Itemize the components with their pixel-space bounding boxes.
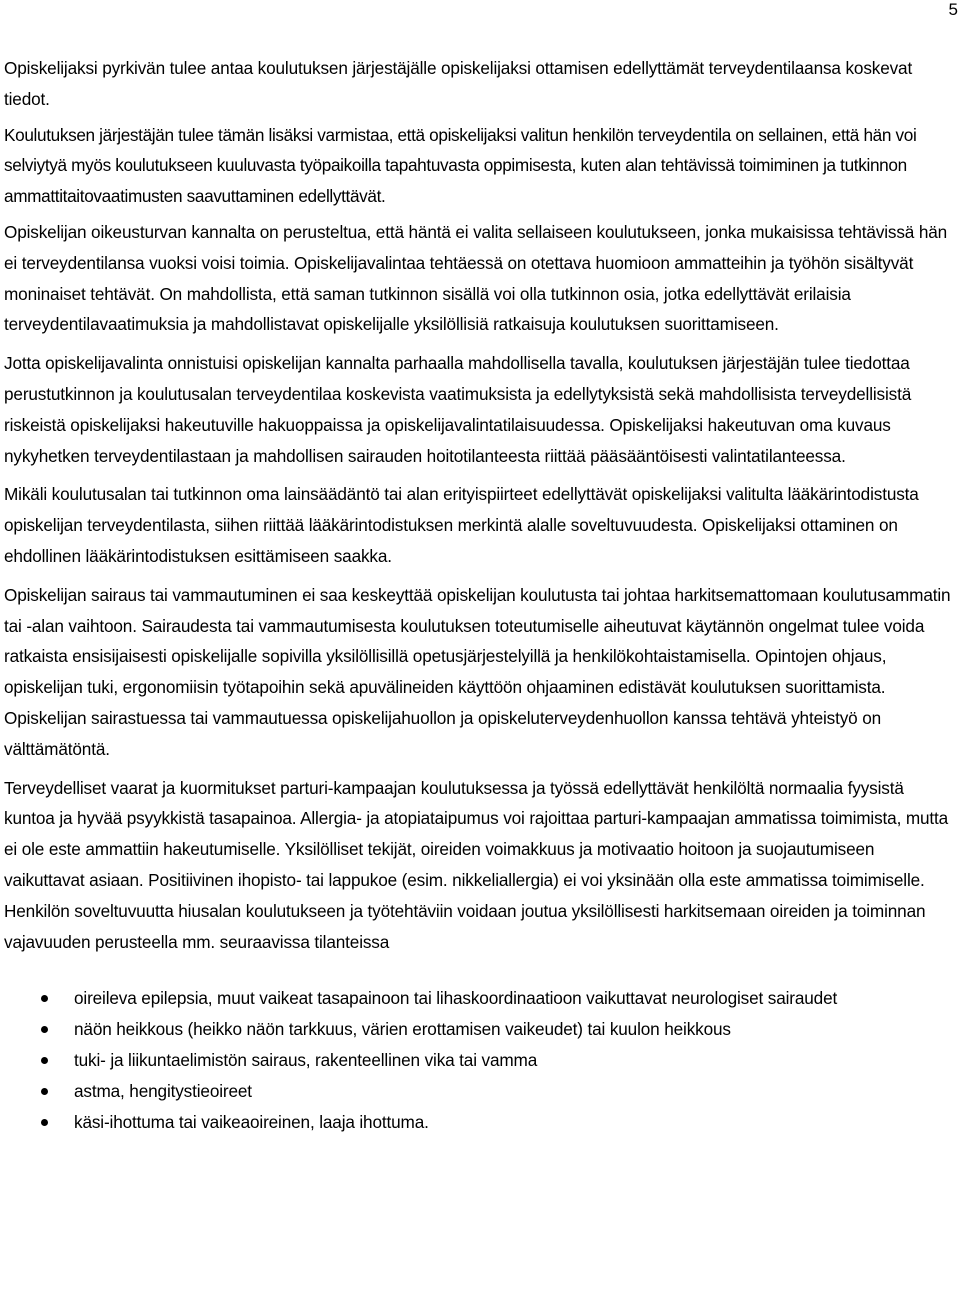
paragraph-3: Opiskelijan oikeusturvan kannalta on perusteltua, että häntä ei valita sellaiseen koulutukseen, jonka mukaisissa tehtävissä hän ei terveydentilansa vuoksi voisi toimia. Opiskelijavalintaa tehtäessä on otettava huomioon ammatteihin ja työhön sisältyvät moninaiset tehtävät. On mahdollista, että saman tutkinnon sisällä voi olla tutkinnon osia, jotka edellyttävät erilaisia terveydentilavaatimuksia ja mahdollistavat opiskelijalle yksilöllisiä ratkaisuja koulutuksen suorittamiseen. (4, 221, 948, 335)
bullet-icon (41, 1026, 48, 1033)
paragraph-1: Opiskelijaksi pyrkivän tulee antaa koulutuksen järjestäjälle opiskelijaksi ottamisen edellyttämät terveydentilaansa koskevat tiedot. (4, 58, 913, 109)
list-item-text: astma, hengitystieoireet (74, 1080, 252, 1101)
paragraph-5: Mikäli koulutusalan tai tutkinnon oma lainsäädäntö tai alan erityispiirteet edellyttävät opiskelijaksi valitulta lääkärintodistusta opiskelijan terveydentilasta, siihen riittää lääkärintodistuksen merkintä alalle soveltuvuudesta. Opiskelijaksi ottaminen on ehdollinen lääkärintodistuksen esittämiseen saakka. (4, 484, 919, 566)
bullet-icon (41, 1088, 48, 1095)
paragraph-4: Jotta opiskelijavalinta onnistuisi opiskelijan kannalta parhaalla mahdollisella tavalla, koulutuksen järjestäjän tulee tiedottaa perustutkinnon ja koulutusalan terveydentilaa koskevista vaatimuksista ja edellytyksistä sekä mahdollisista terveydellisistä riskeistä opiskelijaksi hakeutuville hakuoppaissa ja opiskelijavalintatilaisuudessa. Opiskelijaksi hakeutuvan oma kuvaus nykyhetken terveydentilastaan ja mahdollisen sairauden hoitotilanteesta riittää pääsääntöisesti valintatilanteessa. (4, 353, 912, 466)
page-number: 5 (948, 0, 958, 19)
list-item (4, 1107, 958, 1138)
list-item-text: käsi-ihottuma tai vaikeaoireinen, laaja ihottuma. (74, 1111, 429, 1132)
paragraph-2: Koulutuksen järjestäjän tulee tämän lisäksi varmistaa, että opiskelijaksi valitun henkilön terveydentila on sellainen, että hän voi selviytyä myös koulutukseen kuuluvasta työpaikoilla tapahtuvasta oppimisesta, kuten alan tehtävissä toimiminen ja tutkinnon ammattitaitovaatimusten saavuttaminen edellyttävät. (4, 124, 917, 207)
list-item (4, 1014, 958, 1045)
list-item-text: oireileva epilepsia, muut vaikeat tasapainoon tai lihaskoordinaatioon vaikuttavat neurologiset sairaudet (74, 988, 838, 1009)
document-body (4, 53, 958, 1137)
list-item (4, 1045, 958, 1076)
bullet-icon (41, 1057, 48, 1064)
list-item-text: näön heikkous (heikko näön tarkkuus, värien erottamisen vaikeudet) tai kuulon heikkous (74, 1019, 731, 1040)
bullet-icon (41, 1119, 48, 1126)
paragraph-6: Opiskelijan sairaus tai vammautuminen ei saa keskeyttää opiskelijan koulutusta tai johtaa harkitsemattomaan koulutusammatin tai -alan vaihtoon. Sairaudesta tai vammautumisesta koulutuksen toteutumiselle aiheutuvat käytännön ongelmat tulee voida ratkaista ensisijaisesti opiskelijalle sopivilla yksilöllisillä opetusjärjestelyillä ja henkilökohtaistamisella. Opintojen ohjaus, opiskelijan tuki, ergonomiisin työtapoihin sekä apuvälineiden käyttöön ohjaaminen edistävät koulutuksen suorittamista. Opiskelijan sairastuessa tai vammautuessa opiskelijahuollon ja opiskeluterveydenhuollon kanssa tehtävä yhteistyö on välttämätöntä. (4, 584, 951, 759)
list-item (4, 1076, 958, 1107)
list-item-text: tuki- ja liikuntaelimistön sairaus, rakenteellinen vika tai vamma (74, 1049, 538, 1070)
list-item (4, 983, 958, 1014)
bullet-icon (41, 995, 48, 1002)
paragraph-7: Terveydelliset vaarat ja kuormitukset parturi-kampaajan koulutuksessa ja työssä edellyttävät henkilöltä normaalia fyysistä kuntoa ja hyvää psyykkistä tasapainoa. Allergia- ja atopiataipumus voi rajoittaa parturi-kampaajan ammatissa toimimista, mutta ei ole este ammattiin hakeutumiselle. Yksilölliset tekijät, oireiden voimakkuus ja motivaatio hoitoon ja suojautumiseen vaikuttavat asiaan. Positiivinen ihopisto- tai lappukoe (esim. nikkeliallergia) ei voi yksinään olla este ammatissa toimimiselle. Henkilön soveltuvuutta hiusalan koulutukseen ja työtehtäviin voidaan joutua yksilöllisesti harkitsemaan oireiden ja toiminnan vajavuuden perusteella mm. seuraavissa tilanteissa (4, 777, 949, 952)
bullet-list (4, 983, 958, 1137)
